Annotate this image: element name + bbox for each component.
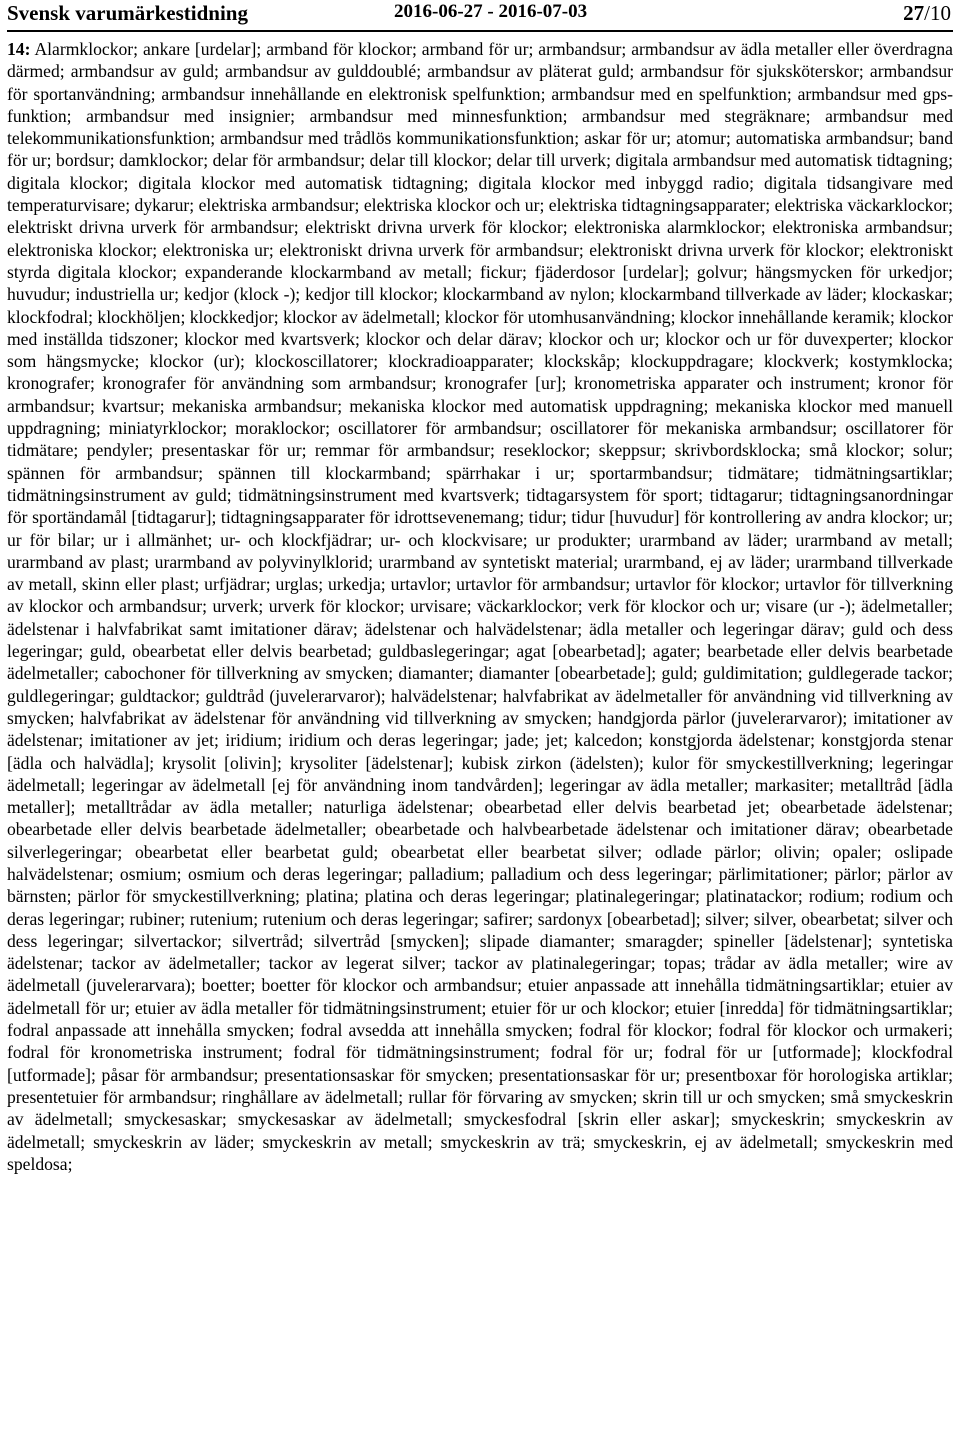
page-header [7, 0, 953, 32]
class-label: 14: [7, 39, 31, 59]
page-total: /10 [924, 1, 951, 25]
publication-title: Svensk varumärkestidning [7, 1, 248, 25]
page-indicator [903, 1, 951, 26]
class-entry [7, 38, 953, 1175]
date-range: 2016-06-27 - 2016-07-03 [394, 1, 588, 22]
page-number: 27 [903, 1, 925, 25]
goods-list-text: Alarmklockor; ankare [urdelar]; armband för klockor; armband för ur; armbandsur; armbandsur av ädla metaller eller överdragna därmed; armbandsur av guld; armbandsur av gulddoublé; armbandsur av pläterat guld; armbandsur för sjuksköterskor; armbandsur för sportanvändning; armbandsur innehållande en elektronisk spelfunktion; armbandsur med en spelfunktion; armbandsur med gps-funktion; armbandsur med insignier; armbandsur med minnesfunktion; armbandsur med stegräknare; armbandsur med telekommunikationsfunktion; armbandsur med trådlös kommunikationsfunktion; askar för ur; atomur; automatiska armbandsur; band för ur; bordsur; damklockor; delar för armbandsur; delar till klockor; delar till urverk; digitala armbandsur med automatisk tidtagning; digitala klockor; digitala klockor med automatisk tidtagning; digitala klockor med inbyggd radio; digitala tidsangivare med temperaturvisare; dykarur; elektriska armbandsur; elektriska klockor och ur; elektriska tidtagningsapparater; elektriska väckarklockor; elektriskt drivna urverk för armbandsur; elektriskt drivna urverk för klockor; elektroniska alarmklockor; elektroniska armbandsur; elektroniska klockor; elektroniska ur; elektroniskt drivna urverk för armbandsur; elektroniskt drivna urverk för klockor; elektroniskt styrda digitala klockor; expanderande klockarmband av metall; fickur; fjäderdosor [urdelar]; golvur; hängsmycken för urkedjor; huvudur; industriella ur; kedjor (klock -); kedjor till klockor; klockarmband av nylon; klockarmband tillverkade av läder; klockaskar; klockfodral; klockhöljen; klockkedjor; klockor av ädelmetall; klockor för utomhusanvändning; klockor innehållande keramik; klockor med inställda tidszoner; klockor med kvartsverk; klockor och delar därav; klockor och ur; klockor och ur för duvexperter; klockor som hängsmycke; klockor (ur); klockoscillatorer; klockradioapparater; klockskåp; klockuppdragare; klockverk; kostymklocka; kronografer; kronografer för användning som armbandsur; kronografer [ur]; kronometriska apparater och instrument; kronor för armbandsur; kvartsur; mekaniska armbandsur; mekaniska klockor med automatisk uppdragning; mekaniska klockor med manuell uppdragning; miniatyrklockor; moraklockor; oscillatorer för armbandsur; oscillatorer för mekaniska armbandsur; oscillatorer för tidmätare; pendyler; presentaskar för ur; remmar för armbandsur; reseklockor; skeppsur; skrivbordsklocka; små klockor; solur; spännen för armbandsur; spännen till klockarmband; spärrhakar i ur; sportarmbandsur; tidmätare; tidmätningsartiklar; tidmätningsinstrument av guld; tidmätningsinstrument med kvartsverk; tidtagarsystem för sport; tidtagarur; tidtagningsanordningar för sportändamål [tidtagarur]; tidtagningsapparater för idrottsevenemang; tidur; tidur [huvudur] för kontrollering av andra klockor; ur; ur för bilar; ur i allmänhet; ur- och klockfjädrar; ur- och klockvisare; ur produkter; urarmband av läder; urarmband av metall; urarmband av plast; urarmband av polyvinylklorid; urarmband av syntetiskt material; urarmband, ej av läder; urarmband tillverkade av metall, skinn eller plast; urfjädrar; urglas; urkedja; urtavlor; urtavlor för armbandsur; urtavlor för klockor; urtavlor för tillverkning av klockor och armbandsur; urverk; urverk för klockor; urvisare; väckarklockor; verk för klockor och ur; visare (ur -); ädelmetaller; ädelstenar i halvfabrikat samt imitationer därav; ädelstenar och halvädelstenar; ädla metaller och legeringar därav; guld och dess legeringar; guld, obearbetat eller delvis bearbetad; guldbaslegeringar; agat [obearbetad]; agater; bearbetade eller delvis bearbetade ädelmetaller; cabochoner för tillverkning av smycken; diamanter; diamanter [obearbetade]; guld; guldimitation; guldlegerade tackor; guldlegeringar; guldtackor; guldtråd (juvelerarvaror); halvädelstenar; halvfabrikat av ädelmetaller för användning vid tillverkning av smycken; halvfabrikat av ädelstenar för användning vid tillverkning av smycken; handgjorda pärlor (juvelerarvaror); imitationer av ädelstenar; imitationer av jet; iridium; iridium och deras legeringar; jade; jet; kalcedon; konstgjorda ädelstenar; konstgjorda stenar [ädla och halvädla]; krysolit [olivin]; krysoliter [ädelstenar]; kubisk zirkon (ädelsten); kulor för smyckestillverkning; legeringar ädelmetall; legeringar av ädelmetall [ej för användning inom tandvården]; legeringar av ädla metaller; markasiter; metalltråd [ädla metaller]; metalltrådar av ädla metaller; naturliga ädelstenar; obearbetad eller delvis bearbetad jet; obearbetade ädelstenar; obearbetade eller delvis bearbetade ädelmetaller; obearbetade och halvbearbetade ädelstenar och imitationer därav; obearbetade silverlegeringar; obearbetat eller bearbetat guld; obearbetat eller bearbetat silver; odlade pärlor; olivin; opaler; oslipade halvädelstenar; osmium; osmium och deras legeringar; palladium; palladium och dess legeringar; pärlimitationer; pärlor; pärlor av bärnsten; pärlor för smyckestillverkning; platina; platina och deras legeringar; platinalegeringar; platinatackor; rodium; rodium och deras legeringar; rubiner; rutenium; rutenium och deras legeringar; safirer; sardonyx [obearbetad]; silver; silver, obearbetat; silver och dess legeringar; silvertackor; silvertråd; silvertråd [smycken]; slipade diamanter; smaragder; spineller [ädelstenar]; syntetiska ädelstenar; tackor av ädelmetaller; tackor av legerat silver; tackor av platinalegeringar; topas; trådar av ädla metaller; wire av ädelmetall (juvelerarvara); boetter; boetter för klockor och armbandsur; etuier anpassade att innehålla tidmätningsartiklar; etuier av ädelmetall för ur; etuier av ädla metaller för tidmätningsinstrument; etuier för ur och klockor; etuier [inredda] för tidmätningsartiklar; fodral anpassade att innehålla smycken; fodral avsedda att innehålla smycken; fodral för klockor; fodral för klockor och urmakeri; fodral för kronometriska instrument; fodral för tidmätningsinstrument; fodral för ur; fodral för ur [utformade]; klockfodral [utformade]; påsar för armbandsur; presentationsaskar för smycken; presentationsaskar för ur; presentboxar för horologiska artiklar; presentetuier för armbandsur; ringhållare av ädelmetall; rullar för förvaring av smycken; skrin till ur och smycken; små smyckeskrin av ädelmetall; smyckesaskar; smyckesaskar av ädelmetall; smyckesfodral [skrin eller askar]; smyckeskrin; smyckeskrin av ädelmetall; smyckeskrin av läder; smyckeskrin av metall; smyckeskrin av trä; smyckeskrin, ej av ädelmetall; smyckeskrin med speldosa; [7, 39, 953, 1174]
